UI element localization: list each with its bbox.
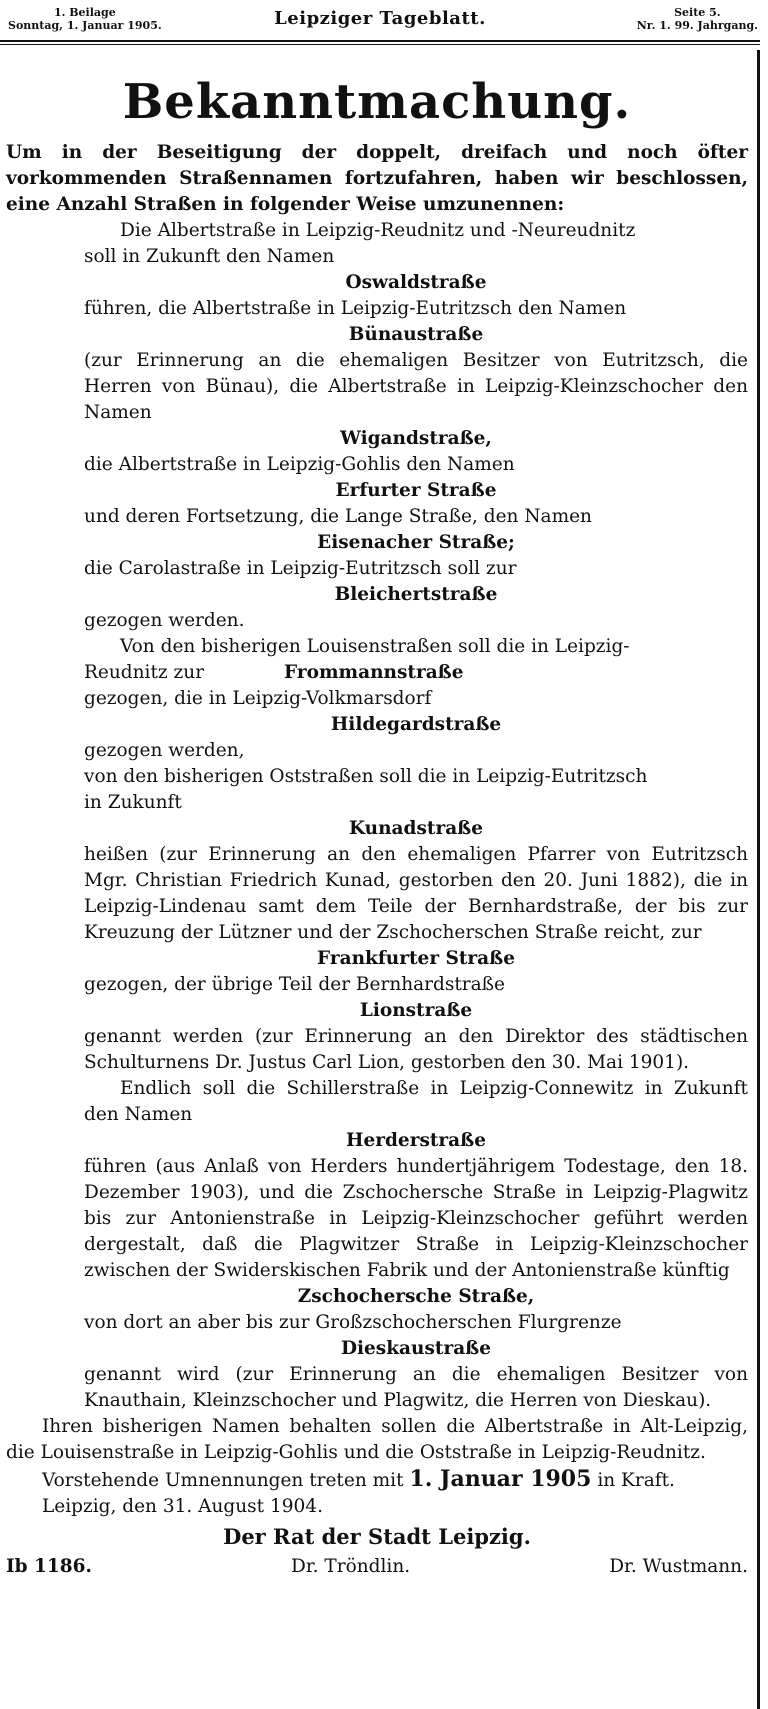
- text-line: Die Albertstraße in Leipzig-Reudnitz und -Neureudnitz: [120, 220, 636, 241]
- closing-paragraph: Ihren bisherigen Namen behalten sollen die Albertstraße in Alt-Leipzig, die Louisenstraße in Leipzig-Gohlis und die Oststraße in Leipzig-Reudnitz.: [6, 1416, 748, 1463]
- street-name: Zschochersche Straße,: [297, 1286, 535, 1307]
- intro-text: Um in der Beseitigung der doppelt, dreifach und noch öfter vorkommenden Straßennamen fortzufahren, haben wir beschlossen, eine Anzahl Straßen in folgender Weise: [6, 142, 748, 215]
- text-fragment: Reudnitz zur: [84, 662, 205, 683]
- effective-text: Vorstehende Umnennungen treten mit: [42, 1470, 404, 1491]
- intro-paragraph: [6, 140, 748, 218]
- page-number: Seite 5.: [674, 6, 721, 19]
- text-line: heißen (zur Erinnerung an den ehemaligen Pfarrer von Eutritzsch Mgr. Christian Friedrich Kunad, gestorben den 20. Juni 1882), die in Leipzig-Lindenau samt dem Teile der Bernhardstraße, der bis zur Kreuzung der Lützner und der Zschocherschen Straße reicht, zur: [84, 844, 748, 943]
- reference-number: Ib 1186.: [6, 1556, 92, 1577]
- text-line: gezogen werden,: [84, 740, 245, 761]
- text-line: soll in Zukunft den Namen: [84, 246, 335, 267]
- notice-body: [6, 72, 748, 1580]
- text-line: die Albertstraße in Leipzig-Gohlis den Namen: [84, 454, 515, 475]
- issue-date: Sonntag, 1. Januar 1905.: [8, 19, 162, 32]
- text-line: [84, 660, 748, 686]
- newspaper-header: [0, 0, 760, 40]
- text-line: führen (aus Anlaß von Herders hundertjährigem Todestage, den 18. Dezember 1903), und die Zschochersche Straße in Leipzig-Plagwitz bis zur Antonienstraße in Leipzig-Kleinzschocher geführt werden dergestalt, daß die Plagwitzer Straße in Leipzig-Kleinzschocher zwischen der Swiderskischen Fabrik und der Antonienstraße künftig: [84, 1156, 748, 1281]
- street-name: Erfurter Straße: [335, 480, 497, 501]
- signatory-name: Dr. Wustmann.: [609, 1556, 748, 1577]
- street-name: Bleichertstraße: [334, 584, 498, 605]
- header-rule: [0, 40, 760, 42]
- street-name: Herderstraße: [346, 1130, 486, 1151]
- header-rule-thin: [0, 44, 760, 45]
- council-signature: Der Rat der Stadt Leipzig.: [223, 1524, 531, 1549]
- notice-title: Bekanntmachung.: [122, 74, 632, 130]
- signatory-name: Dr. Tröndlin.: [291, 1556, 411, 1577]
- renaming-list: [6, 218, 748, 1414]
- street-name: Frommannstraße: [284, 662, 464, 683]
- text-line: (zur Erinnerung an die ehemaligen Besitzer von Eutritzsch, die Herren von Bünau), die Albertstraße in Leipzig-Kleinzschocher den Namen: [84, 350, 748, 423]
- issue-place-date: Leipzig, den 31. August 1904.: [42, 1496, 323, 1517]
- street-name: Kunadstraße: [348, 818, 484, 839]
- street-name: Hildegardstraße: [330, 714, 502, 735]
- text-line: gezogen werden.: [84, 610, 245, 631]
- text-line: gezogen, die in Leipzig-Volkmarsdorf: [84, 688, 432, 709]
- street-name: Lionstraße: [359, 1000, 473, 1021]
- text-line: Endlich soll die Schillerstraße in Leipzig-Connewitz in Zukunft den Namen: [84, 1078, 748, 1125]
- street-name: Dieskaustraße: [340, 1338, 492, 1359]
- text-line: führen, die Albertstraße in Leipzig-Eutritzsch den Namen: [84, 298, 627, 319]
- newspaper-title: Leipziger Tageblatt.: [274, 8, 486, 29]
- street-name: Bünaustraße: [348, 324, 484, 345]
- column-rule: [757, 50, 760, 1709]
- street-name: Oswaldstraße: [345, 272, 487, 293]
- signature-row: [6, 1554, 748, 1580]
- supplement-label: 1. Beilage: [53, 6, 116, 19]
- street-name: Eisenacher Straße;: [317, 532, 515, 553]
- text-line: genannt wird (zur Erinnerung an die ehemaligen Besitzer von Knauthain, Kleinzschocher und Plagwitz, die Herren von Dieskau).: [84, 1364, 748, 1411]
- text-line: die Carolastraße in Leipzig-Eutritzsch soll zur: [84, 558, 517, 579]
- effective-date-line: [6, 1466, 748, 1494]
- text-line: von den bisherigen Oststraßen soll die in Leipzig-Eutritzsch: [84, 766, 648, 787]
- text-line: Von den bisherigen Louisenstraßen soll die in Leipzig-: [120, 636, 630, 657]
- street-name: Frankfurter Straße: [317, 948, 515, 969]
- effective-text-end: in Kraft.: [597, 1470, 675, 1491]
- text-line: genannt werden (zur Erinnerung an den Direktor des städtischen Schulturnens Dr. Justus Carl Lion, gestorben den 30. Mai 1901).: [84, 1026, 748, 1073]
- issue-number: Nr. 1. 99. Jahrgang.: [636, 19, 758, 32]
- header-right: [637, 6, 758, 32]
- text-line: in Zukunft: [84, 792, 182, 813]
- text-line: gezogen, der übrige Teil der Bernhardstraße: [84, 974, 505, 995]
- text-line: von dort an aber bis zur Großzschocherschen Flurgrenze: [84, 1312, 622, 1333]
- street-name: Wigandstraße,: [340, 428, 492, 449]
- intro-emphasis: umzunennen:: [423, 194, 565, 215]
- effective-date: 1. Januar 1905: [409, 1466, 592, 1492]
- text-line: und deren Fortsetzung, die Lange Straße, den Namen: [84, 506, 592, 527]
